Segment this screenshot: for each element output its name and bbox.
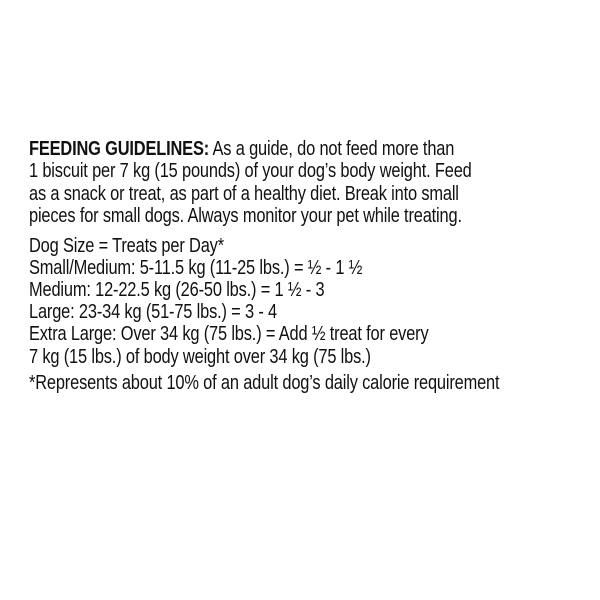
calorie-footnote [29,372,579,394]
intro-line-3: as a snack or treat, as part of a healthy diet. Break into small [29,182,459,205]
intro-line-1-text: As a guide, do not feed more than [209,138,455,160]
footnote-text: *Represents about 10% of an adult dog’s daily calorie requirement [29,371,500,394]
feeding-label [29,138,579,394]
intro-line-4: pieces for small dogs. Always monitor your pet while treating. [29,205,462,228]
feeding-guidelines-heading: FEEDING GUIDELINES: [29,138,210,160]
feeding-guidelines-paragraph [29,138,579,228]
dog-size-guide [29,235,579,368]
guide-header: Dog Size = Treats per Day* [29,234,224,257]
intro-line-2: 1 biscuit per 7 kg (15 pounds) of your dog’s body weight. Feed [29,160,472,183]
guide-row-medium: Medium: 12-22.5 kg (26-50 lbs.) = 1 ½ - 3 [29,279,325,302]
intro-line-1 [29,138,480,160]
guide-row-large: Large: 23-34 kg (51-75 lbs.) = 3 - 4 [29,301,277,324]
guide-row-extra-large-continued: 7 kg (15 lbs.) of body weight over 34 kg (75 lbs.) [29,345,371,368]
guide-row-small-medium: Small/Medium: 5-11.5 kg (11-25 lbs.) = ½ - 1 ½ [29,256,363,279]
guide-row-extra-large: Extra Large: Over 34 kg (75 lbs.) = Add ½ treat for every [29,323,429,346]
